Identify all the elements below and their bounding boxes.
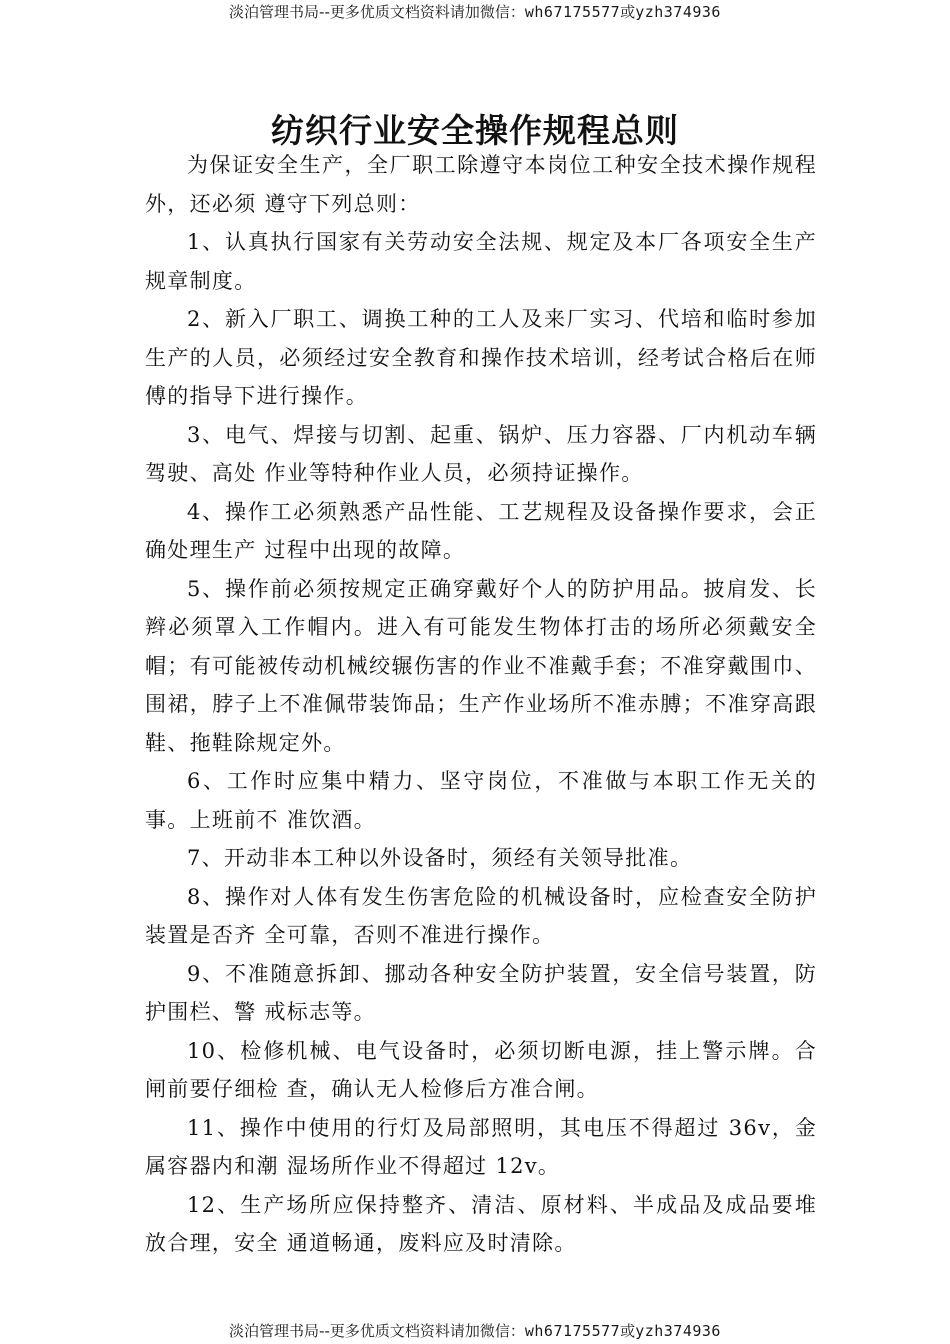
rule-item-5: 5、操作前必须按规定正确穿戴好个人的防护用品。披肩发、长辫必须罩入工作帽内。进入有可能发生物体打击的场所必须戴安全帽；有可能被传动机械绞辗伤害的作业不准戴手套；不准穿戴围巾、围裙，脖子上不准佩带装饰品；生产作业场所不准赤膊；不准穿高跟鞋、拖鞋除规定外。	[145, 576, 817, 755]
header-watermark	[0, 2, 950, 22]
rule-item-2: 2、新入厂职工、调换工种的工人及来厂实习、代培和临时参加生产的人员，必须经过安全教育和操作技术培训，经考试合格后在师傅的指导下进行操作。	[145, 307, 817, 408]
rule-item-11: 11、操作中使用的行灯及局部照明，其电压不得超过 36v，金属容器内和潮 湿场所作业不得超过 12v。	[145, 1115, 817, 1178]
watermark-text: 淡泊管理书局--更多优质文档资料请加微信：	[229, 1322, 525, 1340]
rule-item-8: 8、操作对人体有发生伤害危险的机械设备时，应检查安全防护装置是否齐 全可靠，否则不准进行操作。	[145, 884, 817, 947]
wechat-id-2: yzh374936	[635, 1322, 721, 1340]
rule-item-3: 3、电气、焊接与切割、起重、锅炉、压力容器、厂内机动车辆驾驶、高处 作业等特种作业人员，必须持证操作。	[145, 422, 817, 485]
wechat-id-2: yzh374936	[635, 3, 721, 21]
rule-item-1: 1、认真执行国家有关劳动安全法规、规定及本厂各项安全生产规章制度。	[145, 230, 817, 293]
wechat-id-1: wh67175577	[524, 3, 621, 21]
document-body	[145, 146, 817, 1263]
rule-item-4: 4、操作工必须熟悉产品性能、工艺规程及设备操作要求，会正确处理生产 过程中出现的故障。	[145, 499, 817, 562]
rule-item-10: 10、检修机械、电气设备时，必须切断电源，挂上警示牌。合闸前要仔细检 查，确认无人检修后方准合闸。	[145, 1038, 817, 1101]
rule-item-7: 7、开动非本工种以外设备时，须经有关领导批准。	[187, 846, 693, 870]
watermark-or: 或	[620, 1322, 636, 1340]
wechat-id-1: wh67175577	[524, 1322, 621, 1340]
rule-item-9: 9、不准随意拆卸、挪动各种安全防护装置，安全信号装置，防护围栏、警 戒标志等。	[145, 961, 817, 1024]
watermark-text: 淡泊管理书局--更多优质文档资料请加微信：	[229, 3, 525, 21]
document-title: 纺织行业安全操作规程总则	[271, 111, 679, 151]
intro-paragraph: 为保证安全生产，全厂职工除遵守本岗位工种安全技术操作规程外，还必须 遵守下列总则：	[145, 153, 817, 216]
footer-watermark	[0, 1321, 950, 1341]
rule-item-12: 12、生产场所应保持整齐、清洁、原材料、半成品及成品要堆放合理，安全 通道畅通，废料应及时清除。	[145, 1192, 817, 1255]
watermark-or: 或	[620, 3, 636, 21]
rule-item-6: 6、工作时应集中精力、坚守岗位，不准做与本职工作无关的事。上班前不 准饮酒。	[145, 769, 817, 832]
